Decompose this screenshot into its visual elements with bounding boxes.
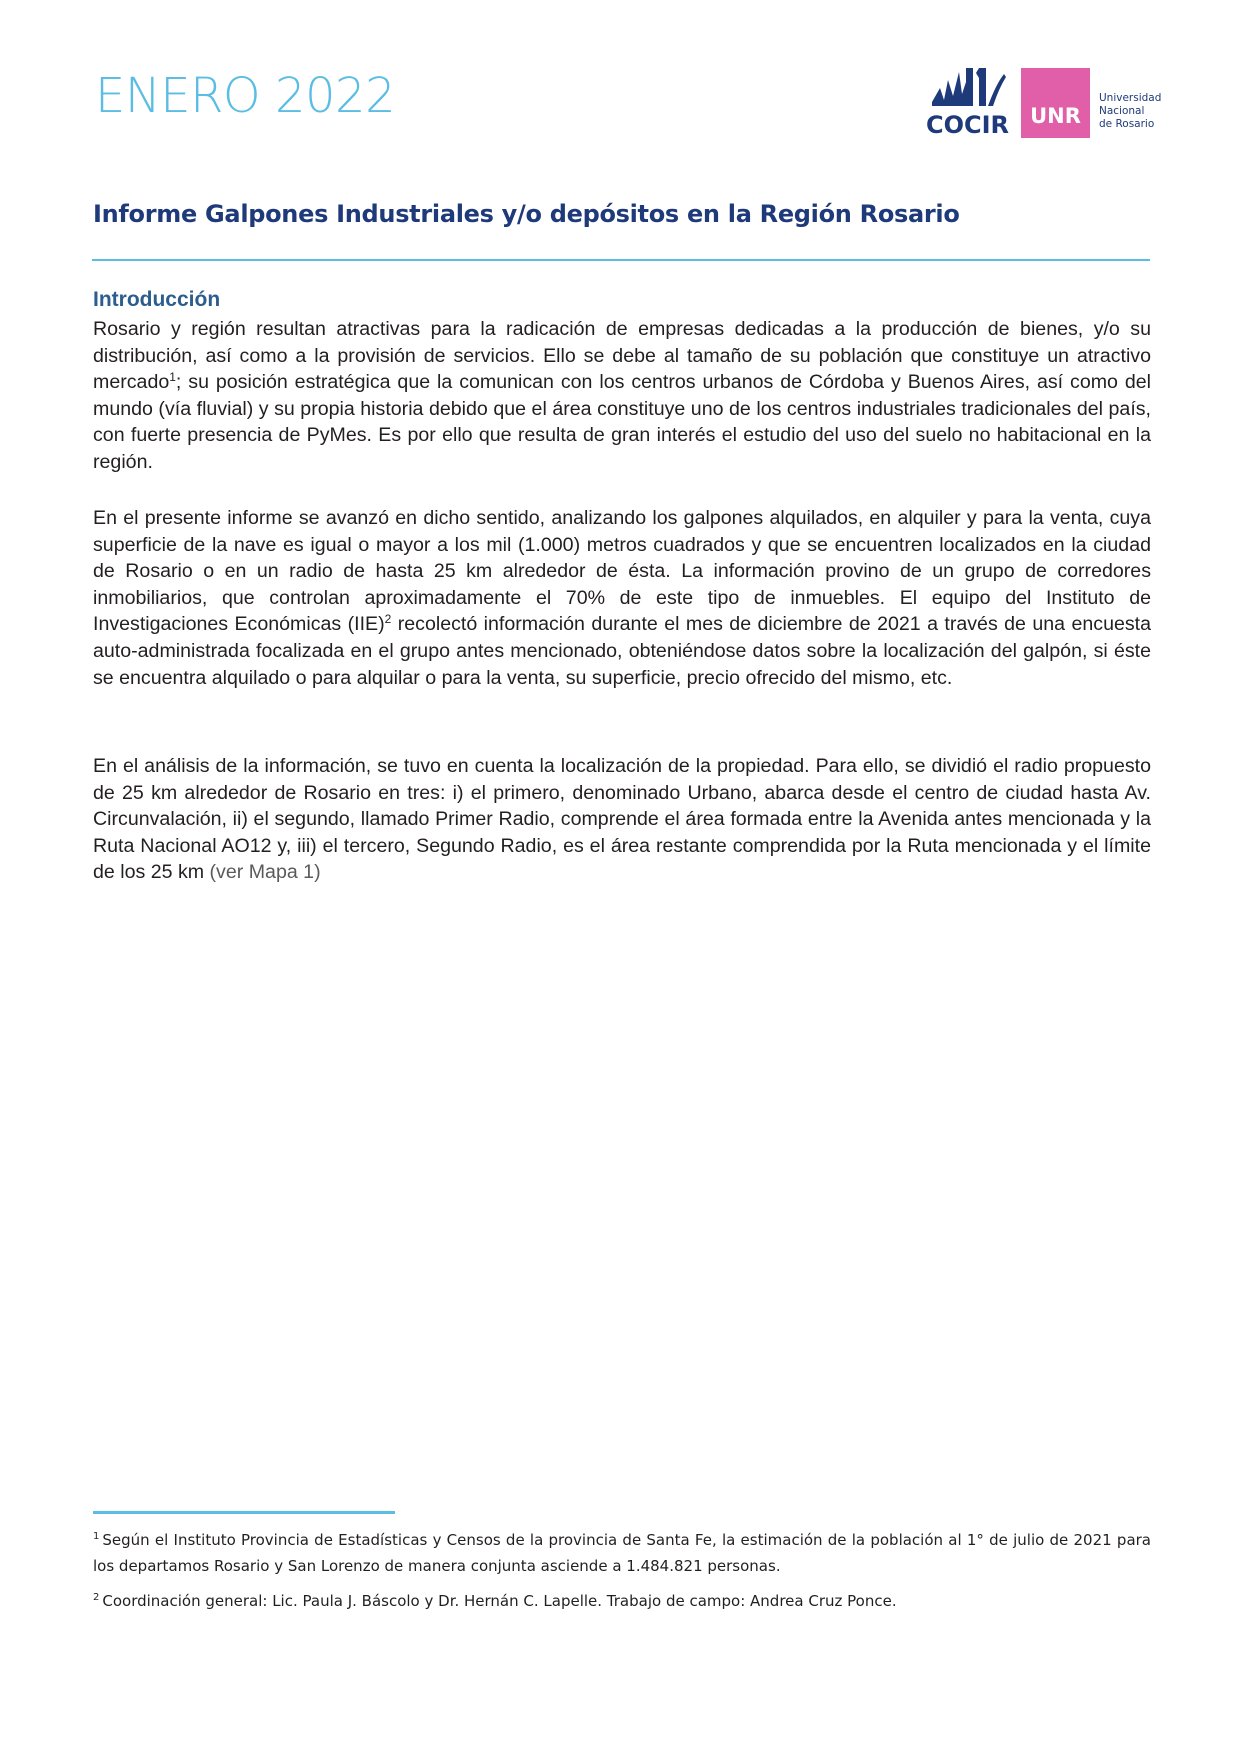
unr-name-line: de Rosario xyxy=(1099,118,1155,130)
unr-name-line: Universidad xyxy=(1099,92,1162,104)
paragraph-2-text-b: recolectó información durante el mes de diciembre de 2021 a través de una encuesta auto-administrada focalizada en el grupo antes mencionado, obteniéndose datos sobre la localización del galpón, si éste se encuentra alquilado o para alquilar o para la venta, su superficie, precio ofrecido del mismo, etc. xyxy=(93,613,1151,689)
paragraph-1-text-b: ; su posición estratégica que la comunican con los centros urbanos de Córdoba y Buenos Aires, así como del mundo (vía fluvial) y su propia historia debido que el área constituye uno de los centros industriales tradicionales del país, con fuerte presencia de PyMes. Es por ello que resulta de gran interés el estudio del uso del suelo no habitacional en la región. xyxy=(93,371,1151,473)
footnote-text: Coordinación general: Lic. Paula J. Báscolo y Dr. Hernán C. Lapelle. Trabajo de campo: Andrea Cruz Ponce. xyxy=(102,1592,897,1610)
unr-logo-text: UNR xyxy=(1030,104,1081,128)
unr-name xyxy=(1099,92,1179,131)
footnote-ref-1[interactable]: 1 xyxy=(169,370,176,385)
paragraph-3 xyxy=(93,753,1151,886)
footnote-number: 1 xyxy=(93,1531,100,1542)
footnote-text: Según el Instituto Provincia de Estadísticas y Censos de la provincia de Santa Fe, la estimación de la población al 1° de julio de 2021 para los departamos Rosario y San Lorenzo de manera conjunta asciende a 1.484.821 personas. xyxy=(93,1531,1151,1575)
unr-name-line: Nacional xyxy=(1099,105,1145,117)
date-heading: ENERO 2022 xyxy=(95,68,396,124)
cocir-logo-text: COCIR xyxy=(926,111,1010,139)
section-heading: Introducción xyxy=(93,288,221,311)
title-divider xyxy=(92,259,1150,261)
footnote-number: 2 xyxy=(93,1592,100,1603)
cocir-logo xyxy=(926,66,1010,138)
paragraph-1 xyxy=(93,316,1151,476)
paragraph-3-text: En el análisis de la información, se tuvo en cuenta la localización de la propiedad. Para ello, se dividió el radio propuesto de 25 km alrededor de Rosario en tres: i) el primero, denominado Urbano, abarca desde el centro de ciudad hasta Av. Circunvalación, ii) el segundo, llamado Primer Radio, comprende el área formada entre la Avenida antes mencionada y la Ruta Nacional AO12 y, iii) el tercero, Segundo Radio, es el área restante comprendida por la Ruta mencionada y el límite de los 25 km xyxy=(93,755,1151,884)
footnote-divider xyxy=(93,1511,395,1514)
paragraph-2-text-a: En el presente informe se avanzó en dicho sentido, analizando los galpones alquilados, en alquiler y para la venta, cuya superficie de la nave es igual o mayor a los mil (1.000) metros cuadrados y que se encuentren localizados en la ciudad de Rosario o en un radio de hasta 25 km alrededor de ésta. La información provino de un grupo de corredores inmobiliarios, que controlan aproximadamente el 70% de este tipo de inmuebles. El equipo del Instituto de Investigaciones Económicas (IIE) xyxy=(93,507,1151,636)
paragraph-1-text-a: Rosario y región resultan atractivas para la radicación de empresas dedicadas a la producción de bienes, y/o su distribución, así como a la provisión de servicios. Ello se debe al tamaño de su población que constituye un atractivo mercado xyxy=(93,318,1151,394)
footnote-2 xyxy=(93,1588,1151,1614)
paragraph-2 xyxy=(93,505,1151,691)
unr-logo xyxy=(1021,68,1090,138)
map-reference: (ver Mapa 1) xyxy=(209,861,321,884)
report-title: Informe Galpones Industriales y/o depósitos en la Región Rosario xyxy=(93,200,960,228)
footnote-ref-2[interactable]: 2 xyxy=(384,612,392,627)
footnote-1 xyxy=(93,1527,1151,1579)
cocir-emblem-icon xyxy=(926,66,1010,116)
